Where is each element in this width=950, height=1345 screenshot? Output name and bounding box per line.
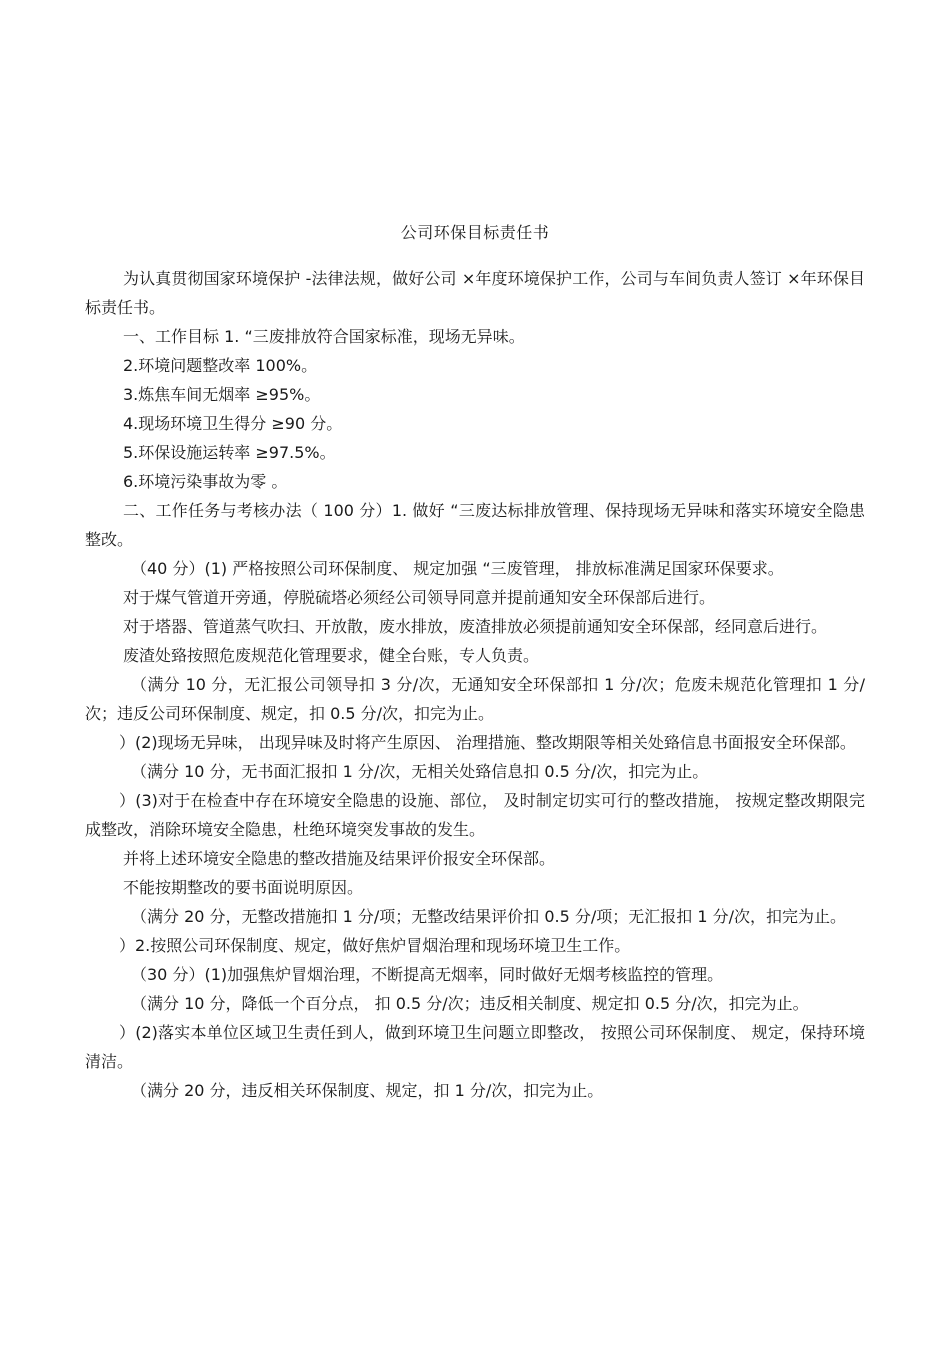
paragraph-goal-5: 5.环保设施运转率 ≥97.5%。	[123, 443, 336, 462]
paragraph-goal-6: 6.环境污染事故为零 。	[123, 472, 288, 491]
paragraph-gas-pipeline: 对于煤气管道开旁通，停脱硫塔必须经公司领导同意并提前通知安全环保部后进行。	[123, 588, 716, 607]
paragraph-score-2-1: （满分 10 分，降低一个百分点， 扣 0.5 分/次；违反相关制度、规定扣 0.5 分/次，扣完为止。	[131, 994, 809, 1013]
paragraph-goal-3: 3.炼焦车间无烟率 ≥95%。	[123, 385, 321, 404]
paragraph-score-2-2: （满分 20 分，违反相关环保制度、规定，扣 1 分/次，扣完为止。	[131, 1081, 604, 1100]
paragraph-tower-purge: 对于塔器、管道蒸气吹扫、开放散，废水排放，废渣排放必须提前通知安全环保部，经同意后进行。	[123, 617, 828, 636]
document-title: 公司环保目标责任书	[400, 223, 550, 242]
paragraph-task-2-2: ）(2)落实本单位区域卫生责任到人，做到环境卫生问题立即整改， 按照公司环保制度、 规定，保持环境清洁。	[85, 1023, 865, 1071]
paragraph-task-1-2: ）(2)现场无异味， 出现异味及时将产生原因、 治理措施、整改期限等相关处臵信息书面报安全环保部。	[119, 733, 856, 752]
paragraph-report-measures: 并将上述环境安全隐患的整改措施及结果评价报安全环保部。	[123, 849, 556, 868]
paragraph-goal-2: 2.环境问题整改率 100%。	[123, 356, 318, 375]
paragraph-task-2-1: （30 分）(1)加强焦炉冒烟治理，不断提高无烟率，同时做好无烟考核监控的管理。	[131, 965, 724, 984]
paragraph-task-2: ）2.按照公司环保制度、规定，做好焦炉冒烟治理和现场环境卫生工作。	[119, 936, 631, 955]
intro-paragraph: 为认真贯彻国家环境保护 -法律法规，做好公司 ×年度环境保护工作，公司与车间负责人签订 ×年环保目标责任书。	[85, 269, 865, 317]
paragraph-task-heading: 二、工作任务与考核办法（ 100 分）1. 做好 “三废达标排放管理、保持现场无异味和落实环境安全隐患整改。	[85, 501, 865, 549]
paragraph-score-1-2: （满分 10 分，无书面汇报扣 1 分/次，无相关处臵信息扣 0.5 分/次，扣完为止。	[131, 762, 709, 781]
document-body	[85, 264, 865, 1105]
paragraph-goal-1: 一、工作目标 1. “三废排放符合国家标准，现场无异味。	[123, 327, 525, 346]
paragraph-task-1-1: （40 分）(1) 严格按照公司环保制度、 规定加强 “三废管理， 排放标准满足国家环保要求。	[131, 559, 784, 578]
paragraph-goal-4: 4.现场环境卫生得分 ≥90 分。	[123, 414, 343, 433]
paragraph-score-1-3: （满分 20 分，无整改措施扣 1 分/项；无整改结果评价扣 0.5 分/项；无汇报扣 1 分/次，扣完为止。	[131, 907, 847, 926]
paragraph-task-1-3: ）(3)对于在检查中存在环境安全隐患的设施、部位， 及时制定切实可行的整改措施， 按规定整改期限完成整改，消除环境安全隐患，杜绝环境突发事故的发生。	[85, 791, 865, 839]
paragraph-score-1-1: （满分 10 分，无汇报公司领导扣 3 分/次，无通知安全环保部扣 1 分/次；危废未规范化管理扣 1 分/次；违反公司环保制度、规定，扣 0.5 分/次，扣完为止。	[85, 675, 865, 723]
paragraph-waste-residue: 废渣处臵按照危废规范化管理要求，健全台账，专人负责。	[123, 646, 540, 665]
paragraph-explain-delay: 不能按期整改的要书面说明原因。	[123, 878, 364, 897]
